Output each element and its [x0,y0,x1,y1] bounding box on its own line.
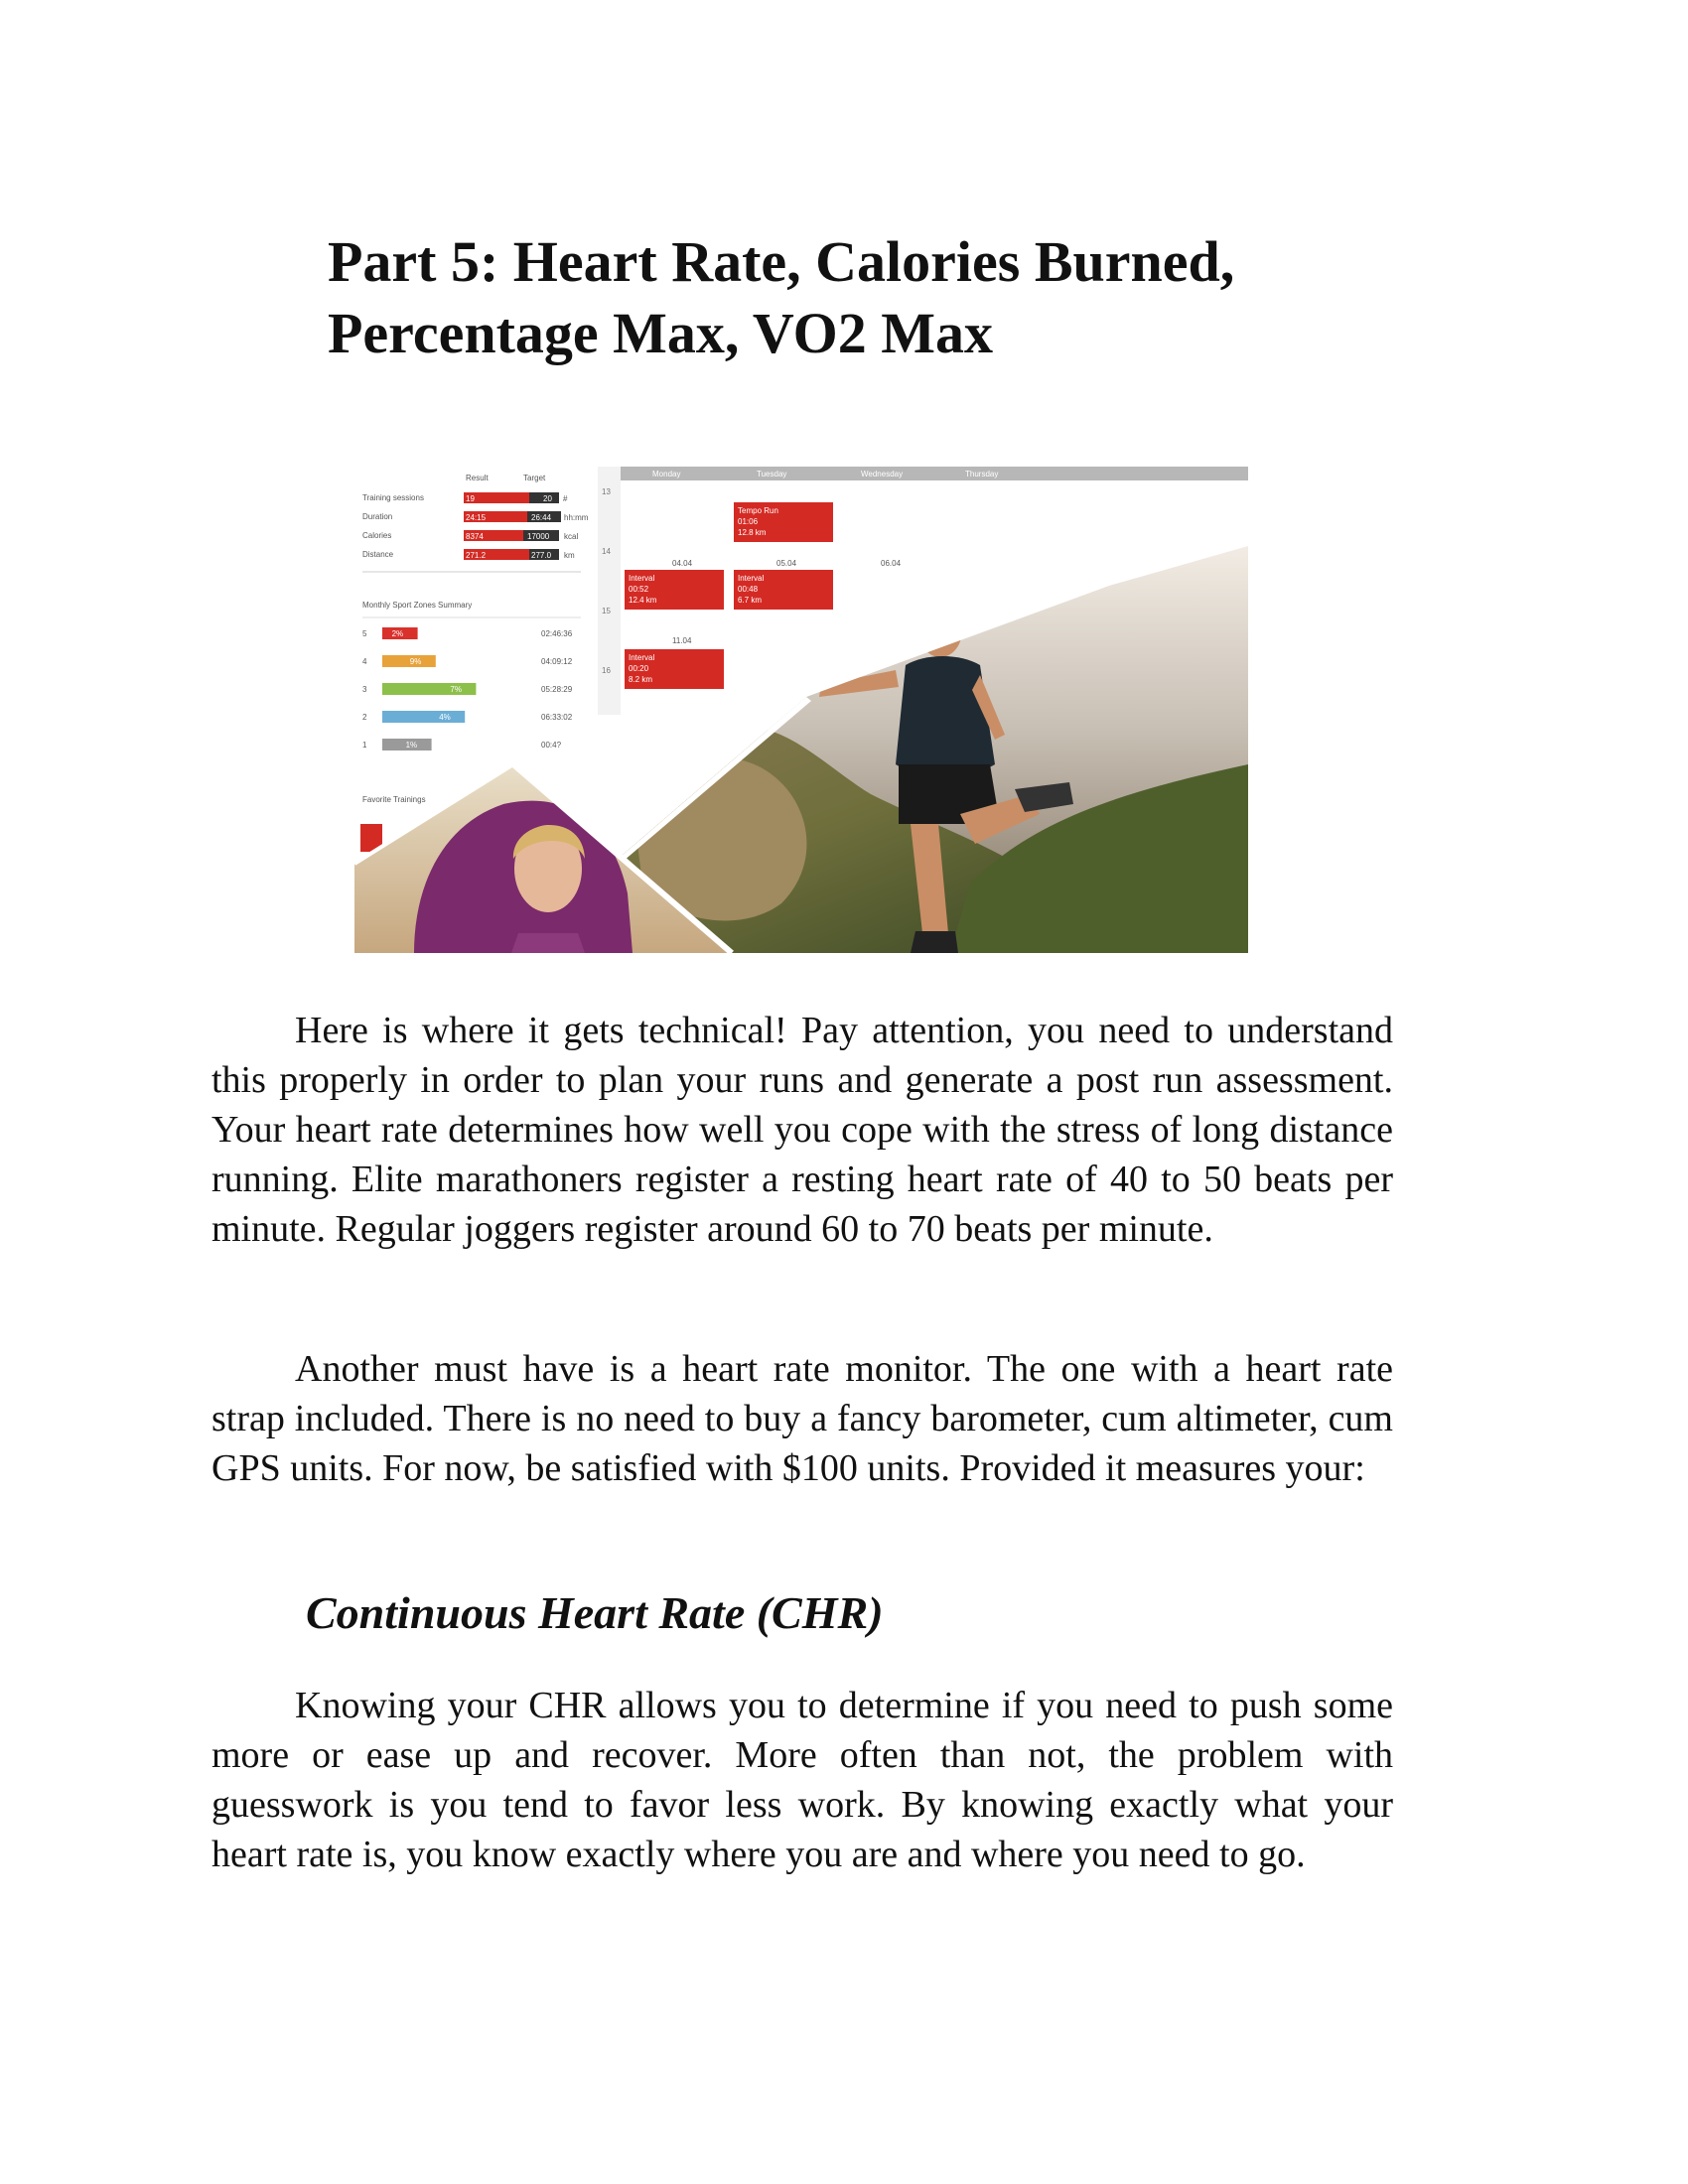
zones-title: Monthly Sport Zones Summary [362,601,473,610]
page-title: Part 5: Heart Rate, Calories Burned, Percentage Max, VO2 Max [328,229,1235,365]
zone-time: 02:46:36 [541,629,573,638]
result-header: Result [466,474,489,482]
calendar-day-header: Tuesday [757,470,787,478]
row-result: 24:15 [466,513,487,522]
zone-bar [382,711,465,723]
row-target: 277.0 [531,551,552,560]
session-distance: 8.2 km [629,675,653,684]
session-time: 00:52 [629,585,649,594]
calendar-day-header: Wednesday [861,470,904,478]
calendar-date: 11.04 [672,636,692,645]
session-time: 00:48 [738,585,759,594]
zone-number: 3 [362,685,367,694]
session-time: 00:20 [629,664,649,673]
zone-time: 04:09:12 [541,657,573,666]
section-subheading: Continuous Heart Rate (CHR) [306,1587,884,1638]
row-unit: km [564,551,575,560]
session-name: Interval [629,653,655,662]
row-label: Distance [362,550,394,559]
zone-number: 2 [362,713,367,722]
favorite-trainings-label: Favorite Trainings [362,795,426,804]
row-result: 8374 [466,532,484,541]
paragraph-heart-rate-monitor: Another must have is a heart rate monitor. The one with a heart rate strap included. There is no need to buy a fancy barometer, cum altimeter, cum GPS units. For now, be satisfied with $100 units. Provided it measures your: [211,1348,1393,1489]
calendar-date: 04.04 [672,559,693,568]
row-target: 17000 [527,532,550,541]
session-name: Interval [629,574,655,583]
session-distance: 12.8 km [738,528,767,537]
row-label: Training sessions [362,493,424,502]
session-distance: 12.4 km [629,596,657,605]
zone-number: 1 [362,741,367,750]
zone-percent: 1% [405,741,418,750]
calendar-day-header: Monday [652,470,681,478]
zone-bar [382,683,476,695]
row-target: 26:44 [531,513,552,522]
session-name: Tempo Run [738,506,778,515]
zone-number: 4 [362,657,367,666]
zone-percent: 7% [450,685,462,694]
training-dashboard-collage [354,467,1248,953]
week-number: 16 [602,666,611,675]
row-result: 19 [466,494,475,503]
calendar-date: 05.04 [776,559,797,568]
paragraph-intro: Here is where it gets technical! Pay attention, you need to understand this properly in order to plan your runs and generate a post run assessment. Your heart rate determines how well you cope with the stress of long distance running. Elite marathoners register a resting heart rate of 40 to 50 beats per minute. Regular joggers register around 60 to 70 beats per minute. [211,1010,1393,1250]
row-unit: hh:mm [564,513,589,522]
session-name: Interval [738,574,765,583]
zone-time: 06:33:02 [541,713,573,722]
session-time: 01:06 [738,517,759,526]
zone-percent: 2% [391,629,404,638]
collage-graphic [354,467,1248,953]
week-number: 14 [602,547,611,556]
row-target: 20 [543,494,552,503]
zone-percent: 9% [409,657,422,666]
zone-percent: 4% [439,713,451,722]
zone-time: 05:28:29 [541,685,573,694]
row-label: Duration [362,512,393,521]
row-label: Calories [362,531,392,540]
target-header: Target [523,474,546,482]
zone-number: 5 [362,629,367,638]
week-number: 15 [602,607,611,615]
row-result: 271.2 [466,551,487,560]
session-distance: 6.7 km [738,596,763,605]
row-unit: # [563,494,568,503]
paragraph-chr: Knowing your CHR allows you to determine if you need to push some more or ease up and recover. More often than not, the problem with guesswork is you tend to favor less work. By knowing exactly what your heart rate is, you know exactly where you are and where you need to go. [211,1685,1393,1875]
calendar-day-header: Thursday [965,470,999,478]
week-number: 13 [602,487,611,496]
calendar-date: 06.04 [881,559,902,568]
zone-time: 00:4? [541,741,562,750]
row-unit: kcal [564,532,579,541]
